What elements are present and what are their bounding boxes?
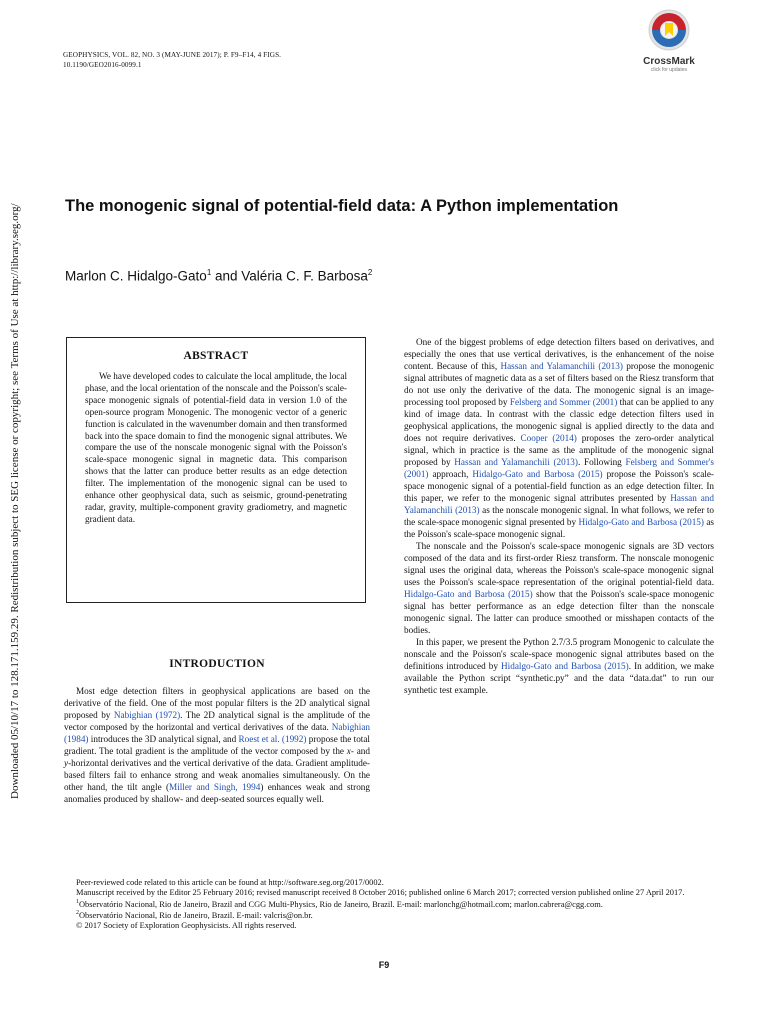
doi[interactable]: 10.1190/GEO2016-0099.1	[63, 61, 142, 69]
journal-header	[63, 50, 281, 70]
citation-link[interactable]: Hassan and Yalamanchili (2013)	[500, 361, 623, 371]
author-list	[65, 268, 725, 284]
text-run: approach,	[428, 469, 473, 479]
text-run: introduces the 3D analytical signal, and	[88, 734, 239, 744]
text-run: The nonscale and the Poisson's scale-space monogenic signals are 3D vectors composed of the data and its first-order Riesz transform. The nonscale monogenic signal uses the original data, whereas the Poisson's scale-space monogenic signal uses the Poisson's scale-space representation of the original potential-field data.	[404, 541, 714, 587]
citation-link[interactable]: Hidalgo-Gato and Barbosa (2015)	[472, 469, 603, 479]
citation-link[interactable]: Hidalgo-Gato and Barbosa (2015)	[404, 589, 533, 599]
citation-link[interactable]: Cooper (2014)	[520, 433, 577, 443]
citation-link[interactable]: Hidalgo-Gato and Barbosa (2015)	[578, 517, 704, 527]
crossmark-label: CrossMark	[643, 56, 695, 67]
paragraph	[404, 540, 714, 636]
text-run: One of the biggest problems of edge detection filters based on derivatives, and especially the ones that use vertical derivatives, is the enhancement of the noise content. Because of this,	[404, 337, 714, 371]
text-run: In this paper, we present the Python 2.7/3.5 program Monogenic to calculate the nonscale and the Poisson's scale-space monogenic signal attributes based on the definitions introduced by	[404, 637, 714, 671]
text-run: ) enhances weak and strong anomalies produced by shallow- and deep-seated sources equally well.	[64, 782, 370, 804]
author-2: Valéria C. F. Barbosa	[241, 268, 368, 284]
crossmark-icon	[648, 9, 690, 51]
affiliation-mark: 1	[76, 898, 79, 905]
footnotes	[64, 878, 716, 931]
citation-link[interactable]: Hidalgo-Gato and Barbosa (2015)	[501, 661, 629, 671]
text-run: . The 2D analytical signal is the amplitude of the vector composed by the horizontal and vertical derivatives of the data.	[64, 710, 370, 732]
author-1-affiliation-mark: 1	[206, 268, 212, 277]
manuscript-history: Manuscript received by the Editor 25 February 2016; revised manuscript received 8 October 2016; published online 6 March 2017; corrected version published online 27 April 2017.	[76, 887, 685, 897]
journal-citation: GEOPHYSICS, VOL. 82, NO. 3 (MAY-JUNE 2017); P. F9–F14, 4 FIGS.	[63, 51, 282, 59]
text-run: propose the monogenic signal attributes of magnetic data as a set of filters based on the Riesz transform that do not use only the derivative of the data. The monogenic signal is an image-processing tool proposed by	[404, 361, 714, 407]
citation-link[interactable]: Nabighian (1984)	[64, 722, 370, 744]
left-column	[64, 685, 370, 805]
affiliation-text: Observatório Nacional, Rio de Janeiro, Brazil and CGG Multi-Physics, Rio de Janeiro, Brazil. E-mail: marlonchg@hotmail.com; marlon.cabrera@cgg.com.	[79, 899, 603, 909]
text-run: as the Poisson's scale-space monogenic signal.	[404, 517, 714, 539]
code-availability-note: Peer-reviewed code related to this article can be found at http://software.seg.org/2017/0002.	[76, 878, 384, 887]
citation-link[interactable]: Miller and Singh, 1994	[169, 782, 261, 792]
page-number: F9	[378, 960, 390, 970]
citation-link[interactable]: Hassan and Yalamanchili (2013)	[404, 493, 714, 515]
affiliation-mark: 2	[76, 910, 79, 917]
text-run: . Following	[577, 457, 626, 467]
text-run: proposes the zero-order analytical signal, which in practice is the same as the amplitude of the monogenic signal proposed by	[404, 433, 715, 467]
citation-link[interactable]: Felsberg and Sommer's (2001)	[404, 457, 714, 479]
math-variable: x	[346, 746, 351, 756]
author-conjunction: and	[211, 268, 242, 284]
introduction-heading: INTRODUCTION	[169, 658, 265, 670]
paper-title: The monogenic signal of potential-field data: A Python implementation	[65, 197, 619, 215]
author-1: Marlon C. Hidalgo-Gato	[65, 268, 207, 284]
text-run: - and	[350, 746, 370, 756]
text-run: show that the Poisson's scale-space monogenic signal has better performance as an edge detection filter than the nonscale monogenic signal. The latter can produce smoothed or misshapen contacts of the bodies.	[404, 589, 715, 635]
affiliation-text: Observatório Nacional, Rio de Janeiro, Brazil. E-mail: valcris@on.br.	[79, 910, 313, 920]
citation-link[interactable]: Nabighian (1972)	[113, 710, 181, 720]
text-run: Most edge detection filters in geophysical applications are based on the derivative of the field. One of the most popular filters is the 2D analytical signal proposed by	[64, 686, 370, 720]
affiliation-2	[64, 909, 716, 921]
download-notice: Downloaded 05/10/17 to 128.171.159.29. Redistribution subject to SEG license or copyright; see Terms of Use at http://library.seg.org/	[9, 203, 21, 799]
crossmark-badge[interactable]	[636, 9, 702, 73]
abstract-heading: ABSTRACT	[183, 350, 249, 362]
paragraph	[404, 336, 714, 540]
math-variable: y	[64, 758, 69, 768]
citation-link[interactable]: Felsberg and Sommer (2001)	[509, 397, 618, 407]
paragraph	[404, 636, 714, 696]
paragraph	[64, 685, 370, 805]
text-run: that can be applied to any kind of image data. In contrast with the classic edge detection filters used in geophysical applications, the monogenic signal is applied directly to the data and does not require derivatives.	[404, 397, 714, 443]
text-run: -horizontal derivatives and the vertical derivative of the data. Gradient amplitude-based filters fail to enhance strong and weak anomalies simultaneously. On the other hand, the tilt angle (	[64, 758, 370, 792]
crossmark-sublabel: click for updates	[650, 67, 688, 73]
right-column	[404, 336, 714, 696]
citation-link[interactable]: Hassan and Yalamanchili (2013)	[454, 457, 578, 467]
affiliation-1	[64, 898, 716, 910]
citation-link[interactable]: Roest et al. (1992)	[238, 734, 307, 744]
abstract-box	[66, 337, 366, 603]
author-2-affiliation-mark: 2	[367, 268, 373, 277]
copyright: © 2017 Society of Exploration Geophysicists. All rights reserved.	[76, 920, 297, 930]
text-run: propose the Poisson's scale-space monogenic signal of a potential-field function as an edge detection filter. In this paper, we refer to the monogenic signal attributes presented by	[404, 469, 714, 503]
text-run: . In addition, we make available the Python script “synthetic.py” and the data “data.dat” to run our synthetic test example.	[404, 661, 715, 695]
text-run: propose the total gradient. The total gradient is the amplitude of the vector composed by the	[64, 734, 370, 756]
abstract-text: We have developed codes to calculate the local amplitude, the local phase, and the local orientation of the nonscale and the Poisson's scale-space monogenic signals of potential-field data in version 1.0 of the open-source program Monogenic. The monogenic vector of a generic function is calculated in the wavenumber domain and then transformed back into the space domain to find the monogenic signal attributes. We compare the use of the nonscale monogenic signal with the Poisson's scale-space monogenic signal in magnetic data. This comparison shows that the latter can produce better results as an edge detection filter. The implementation of the monogenic signal can be used to enhance other geophysical data, such as seismic, ground-penetrating radar, gravity, multiple-component gravity gradiometry, and magnetic gradient data.	[85, 371, 347, 524]
text-run: as the nonscale monogenic signal. In what follows, we refer to the scale-space monogenic signal presented by	[404, 505, 714, 527]
